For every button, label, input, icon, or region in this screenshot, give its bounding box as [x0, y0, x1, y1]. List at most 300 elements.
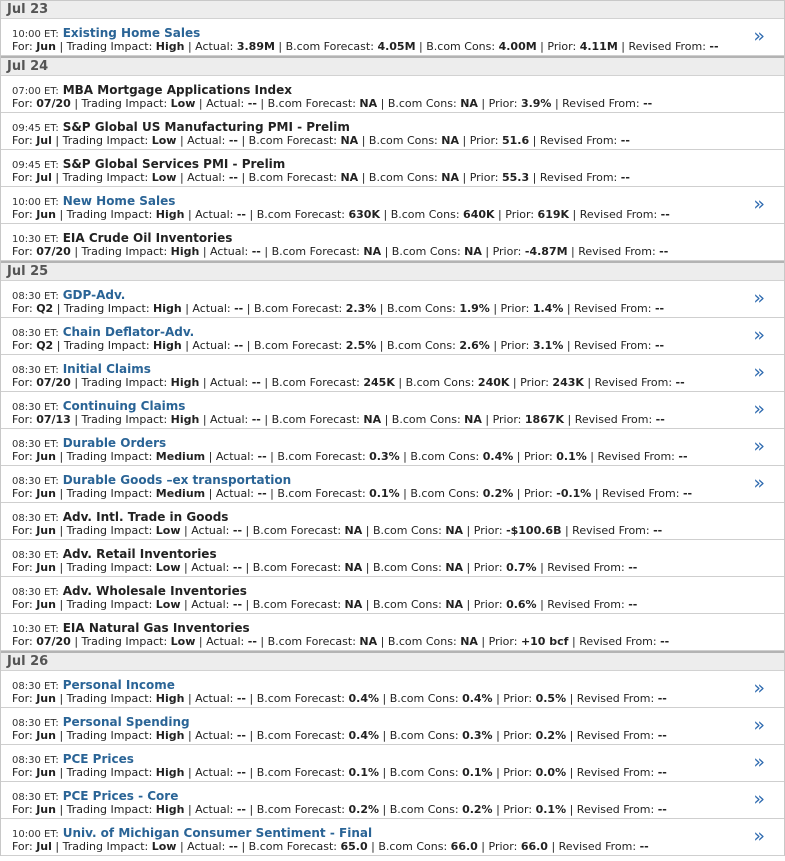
event-details: For: Jun | Trading Impact: Low | Actual: -- | B.com Forecast: NA | B.com Cons: NA | Prior: -$100.6B | Revised From: -- — [12, 524, 663, 537]
event-headline — [12, 227, 232, 246]
consensus-value-label: B.com Cons: — [386, 339, 456, 352]
event-details: For: Jun | Trading Impact: High | Actual: -- | B.com Forecast: 630K | B.com Cons: 640K | Prior: 619K | Revised From: -- — [12, 208, 670, 221]
event-title-link[interactable]: Existing Home Sales — [62, 26, 201, 40]
period: Jun — [36, 692, 56, 705]
event-row — [1, 355, 784, 392]
actual-value-label: Actual: — [192, 302, 231, 315]
period-label: For: — [12, 208, 33, 221]
event-headline — [12, 22, 200, 41]
prior-value: 3.9% — [520, 97, 552, 110]
period: Jun — [36, 487, 56, 500]
actual-value-label: Actual: — [191, 598, 230, 611]
event-row — [1, 429, 784, 466]
consensus-value-label: B.com Cons: — [372, 598, 442, 611]
trading-impact: High — [155, 208, 185, 221]
actual-value: -- — [257, 487, 267, 500]
period-label: For: — [12, 134, 33, 147]
actual-value-label: Actual: — [187, 134, 226, 147]
event-title-link[interactable]: PCE Prices — [62, 752, 134, 766]
trading-impact-label: Trading Impact: — [81, 635, 168, 648]
forecast-value-label: B.com Forecast: — [277, 487, 366, 500]
period: 07/20 — [36, 97, 71, 110]
trading-impact-label: Trading Impact: — [62, 134, 149, 147]
event-headline — [12, 785, 178, 804]
period: Jun — [36, 450, 56, 463]
event-time: 08:30 ET: — [12, 402, 59, 413]
revised-value: -- — [678, 450, 688, 463]
revised-value-label: Revised From: — [562, 97, 640, 110]
forecast-value-label: B.com Forecast: — [248, 840, 337, 853]
trading-impact: High — [155, 766, 185, 779]
event-headline — [12, 395, 185, 414]
period: 07/20 — [36, 245, 71, 258]
period: Jul — [36, 134, 52, 147]
prior-value: 66.0 — [520, 840, 548, 853]
revised-value: -- — [709, 40, 719, 53]
prior-value-label: Prior: — [469, 171, 499, 184]
consensus-value-label: B.com Cons: — [386, 302, 456, 315]
event-headline — [12, 153, 285, 172]
prior-value-label: Prior: — [488, 635, 518, 648]
period: Jun — [36, 561, 56, 574]
event-row — [1, 577, 784, 614]
consensus-value: NA — [445, 561, 464, 574]
forecast-value-label: B.com Forecast: — [256, 766, 345, 779]
event-time: 08:30 ET: — [12, 755, 59, 766]
expand-chevron-icon[interactable]: » — [753, 25, 765, 47]
actual-value-label: Actual: — [187, 840, 226, 853]
consensus-value: NA — [464, 245, 482, 258]
trading-impact: Low — [170, 97, 196, 110]
prior-value-label: Prior: — [500, 302, 530, 315]
period-label: For: — [12, 729, 33, 742]
prior-value-label: Prior: — [503, 766, 533, 779]
actual-value-label: Actual: — [210, 413, 249, 426]
event-row — [1, 318, 784, 355]
event-details: For: Jun | Trading Impact: High | Actual: -- | B.com Forecast: 0.4% | B.com Cons: 0.4% | Prior: 0.5% | Revised From: -- — [12, 692, 667, 705]
day-header: Jul 24 — [1, 56, 784, 76]
period-label: For: — [12, 598, 33, 611]
actual-value: -- — [236, 766, 246, 779]
consensus-value: 2.6% — [459, 339, 490, 352]
event-row — [1, 466, 784, 503]
revised-value: -- — [643, 97, 653, 110]
actual-value: -- — [228, 134, 238, 147]
prior-value: 0.5% — [535, 692, 567, 705]
period-label: For: — [12, 302, 33, 315]
event-title: S&P Global Services PMI - Prelim — [62, 157, 286, 171]
expand-chevron-icon[interactable]: » — [753, 788, 765, 810]
prior-value-label: Prior: — [492, 245, 522, 258]
consensus-value: NA — [460, 635, 478, 648]
period-label: For: — [12, 635, 33, 648]
event-title-link[interactable]: Durable Orders — [62, 436, 167, 450]
event-headline — [12, 674, 175, 693]
event-row — [1, 76, 784, 113]
event-details: For: Jun | Trading Impact: High | Actual: -- | B.com Forecast: 0.1% | B.com Cons: 0.1% | Prior: 0.0% | Revised From: -- — [12, 766, 667, 779]
event-row — [1, 113, 784, 150]
period: Q2 — [36, 339, 54, 352]
actual-value-label: Actual: — [195, 803, 234, 816]
period-label: For: — [12, 376, 33, 389]
forecast-value-label: B.com Forecast: — [271, 413, 360, 426]
prior-value: 0.6% — [506, 598, 537, 611]
revised-value-label: Revised From: — [572, 524, 650, 537]
revised-value: -- — [657, 803, 667, 816]
period: Jun — [36, 729, 56, 742]
prior-value-label: Prior: — [503, 729, 533, 742]
prior-value: 4.11M — [579, 40, 618, 53]
revised-value: -- — [654, 339, 665, 352]
consensus-value-label: B.com Cons: — [389, 803, 459, 816]
actual-value-label: Actual: — [210, 245, 249, 258]
consensus-value: 0.2% — [462, 803, 493, 816]
actual-value: -- — [234, 339, 244, 352]
event-details: For: Jun | Trading Impact: Low | Actual: -- | B.com Forecast: NA | B.com Cons: NA | Prior: 0.7% | Revised From: -- — [12, 561, 638, 574]
expand-chevron-icon[interactable]: » — [753, 825, 765, 847]
revised-value-label: Revised From: — [574, 339, 652, 352]
trading-impact-label: Trading Impact: — [66, 487, 153, 500]
event-title: EIA Natural Gas Inventories — [62, 621, 250, 635]
trading-impact: Low — [151, 134, 177, 147]
forecast-value: NA — [344, 524, 363, 537]
event-title: MBA Mortgage Applications Index — [62, 83, 293, 97]
event-time: 10:00 ET: — [12, 829, 59, 840]
actual-value-label: Actual: — [195, 766, 234, 779]
revised-value: -- — [657, 766, 667, 779]
event-time: 10:30 ET: — [12, 234, 59, 245]
actual-value: -- — [236, 208, 246, 221]
actual-value: -- — [228, 840, 238, 853]
prior-value-label: Prior: — [492, 413, 522, 426]
forecast-value: 2.5% — [345, 339, 377, 352]
trading-impact-label: Trading Impact: — [66, 803, 153, 816]
revised-value: -- — [657, 729, 667, 742]
actual-value: -- — [251, 376, 261, 389]
trading-impact-label: Trading Impact: — [66, 561, 153, 574]
revised-value-label: Revised From: — [576, 729, 655, 742]
forecast-value: NA — [363, 245, 382, 258]
forecast-value-label: B.com Forecast: — [252, 598, 342, 611]
event-time: 08:30 ET: — [12, 718, 59, 729]
event-row — [1, 708, 784, 745]
consensus-value: NA — [464, 413, 482, 426]
consensus-value-label: B.com Cons: — [372, 524, 442, 537]
trading-impact: High — [155, 803, 185, 816]
period: Jul — [36, 840, 52, 853]
revised-value-label: Revised From: — [539, 134, 618, 147]
forecast-value-label: B.com Forecast: — [271, 376, 360, 389]
actual-value-label: Actual: — [191, 524, 230, 537]
revised-value-label: Revised From: — [579, 635, 657, 648]
actual-value: -- — [247, 635, 257, 648]
forecast-value-label: B.com Forecast: — [256, 803, 345, 816]
consensus-value: NA — [441, 134, 459, 147]
event-details: For: Jun | Trading Impact: Medium | Actual: -- | B.com Forecast: 0.3% | B.com Cons: 0.4% | Prior: 0.1% | Revised From: -- — [12, 450, 688, 463]
forecast-value-label: B.com Forecast: — [256, 692, 345, 705]
event-details: For: 07/20 | Trading Impact: Low | Actual: -- | B.com Forecast: NA | B.com Cons: NA | Prior: 3.9% | Revised From: -- — [12, 97, 653, 110]
prior-value: 243K — [552, 376, 584, 389]
period-label: For: — [12, 803, 33, 816]
revised-value-label: Revised From: — [597, 450, 675, 463]
event-title-link[interactable]: PCE Prices - Core — [62, 789, 179, 803]
event-headline — [12, 358, 151, 377]
event-headline — [12, 617, 250, 636]
period-label: For: — [12, 487, 33, 500]
trading-impact-label: Trading Impact: — [66, 766, 153, 779]
forecast-value: NA — [344, 561, 363, 574]
event-title-link[interactable]: Univ. of Michigan Consumer Sentiment - Final — [62, 826, 373, 840]
prior-value-label: Prior: — [488, 840, 518, 853]
event-time: 09:45 ET: — [12, 123, 59, 134]
prior-value-label: Prior: — [469, 134, 499, 147]
event-time: 08:30 ET: — [12, 291, 59, 302]
event-details: For: Q2 | Trading Impact: High | Actual: -- | B.com Forecast: 2.5% | B.com Cons: 2.6% | Prior: 3.1% | Revised From: -- — [12, 339, 665, 352]
revised-value-label: Revised From: — [576, 803, 655, 816]
prior-value-label: Prior: — [500, 339, 530, 352]
trading-impact: Medium — [155, 450, 206, 463]
actual-value: -- — [234, 302, 244, 315]
trading-impact-label: Trading Impact: — [66, 729, 153, 742]
event-time: 10:00 ET: — [12, 29, 59, 40]
prior-value-label: Prior: — [547, 40, 577, 53]
event-details: For: Jun | Trading Impact: High | Actual: -- | B.com Forecast: 0.2% | B.com Cons: 0.2% | Prior: 0.1% | Revised From: -- — [12, 803, 667, 816]
prior-value-label: Prior: — [473, 524, 503, 537]
consensus-value: NA — [445, 598, 464, 611]
period-label: For: — [12, 840, 33, 853]
revised-value: -- — [660, 635, 670, 648]
event-headline — [12, 432, 166, 451]
forecast-value: 0.4% — [348, 692, 379, 705]
consensus-value: 0.1% — [462, 766, 493, 779]
event-row — [1, 503, 784, 540]
forecast-value: NA — [340, 134, 359, 147]
actual-value-label: Actual: — [192, 339, 231, 352]
event-headline — [12, 79, 292, 98]
event-title-link[interactable]: Continuing Claims — [62, 399, 186, 413]
trading-impact: High — [170, 413, 200, 426]
event-time: 08:30 ET: — [12, 550, 59, 561]
consensus-value-label: B.com Cons: — [390, 208, 460, 221]
actual-value-label: Actual: — [187, 171, 226, 184]
trading-impact: Low — [151, 840, 177, 853]
event-title-link[interactable]: New Home Sales — [62, 194, 176, 208]
event-headline — [12, 580, 247, 599]
forecast-value: 65.0 — [340, 840, 368, 853]
forecast-value-label: B.com Forecast: — [267, 97, 356, 110]
actual-value: -- — [236, 729, 246, 742]
consensus-value: 0.4% — [482, 450, 514, 463]
revised-value-label: Revised From: — [547, 561, 625, 574]
forecast-value: 0.3% — [369, 450, 400, 463]
event-details: For: 07/20 | Trading Impact: High | Actual: -- | B.com Forecast: 245K | B.com Cons: 240K | Prior: 243K | Revised From: -- — [12, 376, 685, 389]
period-label: For: — [12, 171, 33, 184]
event-headline — [12, 469, 291, 488]
prior-value: -$100.6B — [506, 524, 562, 537]
actual-value: -- — [232, 524, 243, 537]
revised-value-label: Revised From: — [576, 766, 655, 779]
event-row — [1, 782, 784, 819]
expand-chevron-icon[interactable]: » — [753, 287, 765, 309]
event-details: For: Q2 | Trading Impact: High | Actual: -- | B.com Forecast: 2.3% | B.com Cons: 1.9% | Prior: 1.4% | Revised From: -- — [12, 302, 665, 315]
expand-chevron-icon[interactable]: » — [753, 324, 765, 346]
event-title-link[interactable]: GDP-Adv. — [62, 288, 126, 302]
trading-impact-label: Trading Impact: — [62, 840, 149, 853]
event-row — [1, 224, 784, 261]
forecast-value: 0.2% — [348, 803, 379, 816]
revised-value-label: Revised From: — [574, 302, 652, 315]
prior-value-label: Prior: — [523, 487, 553, 500]
consensus-value: 640K — [463, 208, 495, 221]
event-title: S&P Global US Manufacturing PMI - Prelim — [62, 120, 350, 134]
consensus-value-label: B.com Cons: — [372, 561, 442, 574]
prior-value-label: Prior: — [503, 803, 533, 816]
revised-value-label: Revised From: — [547, 598, 625, 611]
event-title: Adv. Intl. Trade in Goods — [62, 510, 229, 524]
expand-chevron-icon[interactable]: » — [753, 714, 765, 736]
consensus-value-label: B.com Cons: — [387, 97, 457, 110]
consensus-value: 0.3% — [462, 729, 493, 742]
actual-value-label: Actual: — [206, 635, 245, 648]
trading-impact: High — [155, 729, 185, 742]
revised-value-label: Revised From: — [578, 245, 656, 258]
expand-chevron-icon[interactable]: » — [753, 472, 765, 494]
prior-value: 0.1% — [535, 803, 567, 816]
actual-value-label: Actual: — [195, 208, 234, 221]
revised-value: -- — [654, 302, 665, 315]
event-details: For: Jun | Trading Impact: Medium | Actual: -- | B.com Forecast: 0.1% | B.com Cons: 0.2% | Prior: -0.1% | Revised From: -- — [12, 487, 693, 500]
trading-impact: High — [170, 376, 200, 389]
period: Jun — [36, 766, 56, 779]
prior-value: 1867K — [524, 413, 565, 426]
consensus-value: 1.9% — [459, 302, 490, 315]
forecast-value: NA — [359, 97, 378, 110]
trading-impact-label: Trading Impact: — [81, 245, 168, 258]
trading-impact: High — [155, 692, 185, 705]
expand-chevron-icon[interactable]: » — [753, 193, 765, 215]
day-header: Jul 26 — [1, 651, 784, 671]
consensus-value-label: B.com Cons: — [387, 635, 457, 648]
event-details: For: Jul | Trading Impact: Low | Actual: -- | B.com Forecast: 65.0 | B.com Cons: 66.0 | Prior: 66.0 | Revised From: -- — [12, 840, 649, 853]
event-time: 08:30 ET: — [12, 476, 59, 487]
consensus-value-label: B.com Cons: — [405, 376, 475, 389]
period-label: For: — [12, 524, 33, 537]
revised-value: -- — [620, 134, 630, 147]
consensus-value-label: B.com Cons: — [368, 171, 438, 184]
prior-value: 0.7% — [506, 561, 537, 574]
trading-impact-label: Trading Impact: — [81, 413, 168, 426]
actual-value-label: Actual: — [195, 40, 234, 53]
prior-value: 51.6 — [502, 134, 530, 147]
consensus-value: 4.00M — [498, 40, 537, 53]
period: Q2 — [36, 302, 54, 315]
period-label: For: — [12, 97, 33, 110]
trading-impact-label: Trading Impact: — [66, 692, 153, 705]
actual-value: 3.89M — [236, 40, 275, 53]
event-title: Adv. Retail Inventories — [62, 547, 217, 561]
trading-impact: Low — [155, 561, 181, 574]
prior-value: 55.3 — [502, 171, 530, 184]
revised-value-label: Revised From: — [539, 171, 618, 184]
event-title-link[interactable]: Personal Spending — [62, 715, 190, 729]
revised-value: -- — [628, 561, 638, 574]
consensus-value-label: B.com Cons: — [391, 245, 461, 258]
event-details: For: Jun | Trading Impact: Low | Actual: -- | B.com Forecast: NA | B.com Cons: NA | Prior: 0.6% | Revised From: -- — [12, 598, 638, 611]
period-label: For: — [12, 561, 33, 574]
expand-chevron-icon[interactable]: » — [753, 751, 765, 773]
trading-impact-label: Trading Impact: — [66, 450, 153, 463]
consensus-value-label: B.com Cons: — [389, 766, 459, 779]
event-time: 08:30 ET: — [12, 681, 59, 692]
event-headline — [12, 822, 372, 841]
forecast-value-label: B.com Forecast: — [267, 635, 356, 648]
event-row — [1, 150, 784, 187]
forecast-value-label: B.com Forecast: — [252, 524, 342, 537]
event-time: 07:00 ET: — [12, 86, 59, 97]
event-details: For: 07/13 | Trading Impact: High | Actual: -- | B.com Forecast: NA | B.com Cons: NA | Prior: 1867K | Revised From: -- — [12, 413, 665, 426]
event-title-link[interactable]: Durable Goods –ex transportation — [62, 473, 292, 487]
prior-value-label: Prior: — [520, 376, 549, 389]
forecast-value: NA — [344, 598, 363, 611]
event-time: 08:30 ET: — [12, 587, 59, 598]
expand-chevron-icon[interactable]: » — [753, 398, 765, 420]
consensus-value-label: B.com Cons: — [389, 729, 459, 742]
trading-impact: High — [155, 40, 185, 53]
actual-value: -- — [251, 413, 261, 426]
actual-value-label: Actual: — [206, 97, 245, 110]
event-title-link[interactable]: Chain Deflator-Adv. — [62, 325, 195, 339]
revised-value: -- — [628, 598, 638, 611]
event-headline — [12, 116, 350, 135]
event-details: For: Jul | Trading Impact: Low | Actual: -- | B.com Forecast: NA | B.com Cons: NA | Prior: 55.3 | Revised From: -- — [12, 171, 630, 184]
forecast-value-label: B.com Forecast: — [256, 208, 345, 221]
actual-value-label: Actual: — [195, 729, 234, 742]
period: Jul — [36, 171, 52, 184]
period-label: For: — [12, 692, 33, 705]
event-title-link[interactable]: Personal Income — [62, 678, 175, 692]
prior-value-label: Prior: — [505, 208, 535, 221]
forecast-value-label: B.com Forecast: — [256, 729, 345, 742]
prior-value: 3.1% — [532, 339, 564, 352]
event-title-link[interactable]: Initial Claims — [62, 362, 151, 376]
prior-value-label: Prior: — [473, 598, 503, 611]
period: Jun — [36, 803, 56, 816]
event-time: 10:00 ET: — [12, 197, 59, 208]
consensus-value-label: B.com Cons: — [410, 487, 480, 500]
prior-value: -4.87M — [524, 245, 568, 258]
trading-impact-label: Trading Impact: — [63, 339, 150, 352]
expand-chevron-icon[interactable]: » — [753, 677, 765, 699]
forecast-value: 0.4% — [348, 729, 379, 742]
trading-impact-label: Trading Impact: — [81, 376, 168, 389]
expand-chevron-icon[interactable]: » — [753, 435, 765, 457]
consensus-value: 66.0 — [450, 840, 478, 853]
trading-impact-label: Trading Impact: — [81, 97, 168, 110]
forecast-value: 2.3% — [345, 302, 377, 315]
revised-value: -- — [655, 413, 665, 426]
forecast-value: 245K — [363, 376, 395, 389]
prior-value-label: Prior: — [488, 97, 518, 110]
revised-value-label: Revised From: — [602, 487, 680, 500]
event-details: For: 07/20 | Trading Impact: Low | Actual: -- | B.com Forecast: NA | B.com Cons: NA | Prior: +10 bcf | Revised From: -- — [12, 635, 670, 648]
prior-value-label: Prior: — [473, 561, 503, 574]
trading-impact: Low — [155, 598, 181, 611]
expand-chevron-icon[interactable]: » — [753, 361, 765, 383]
prior-value-label: Prior: — [503, 692, 533, 705]
event-time: 08:30 ET: — [12, 513, 59, 524]
day-header: Jul 25 — [1, 261, 784, 281]
forecast-value: NA — [363, 413, 382, 426]
